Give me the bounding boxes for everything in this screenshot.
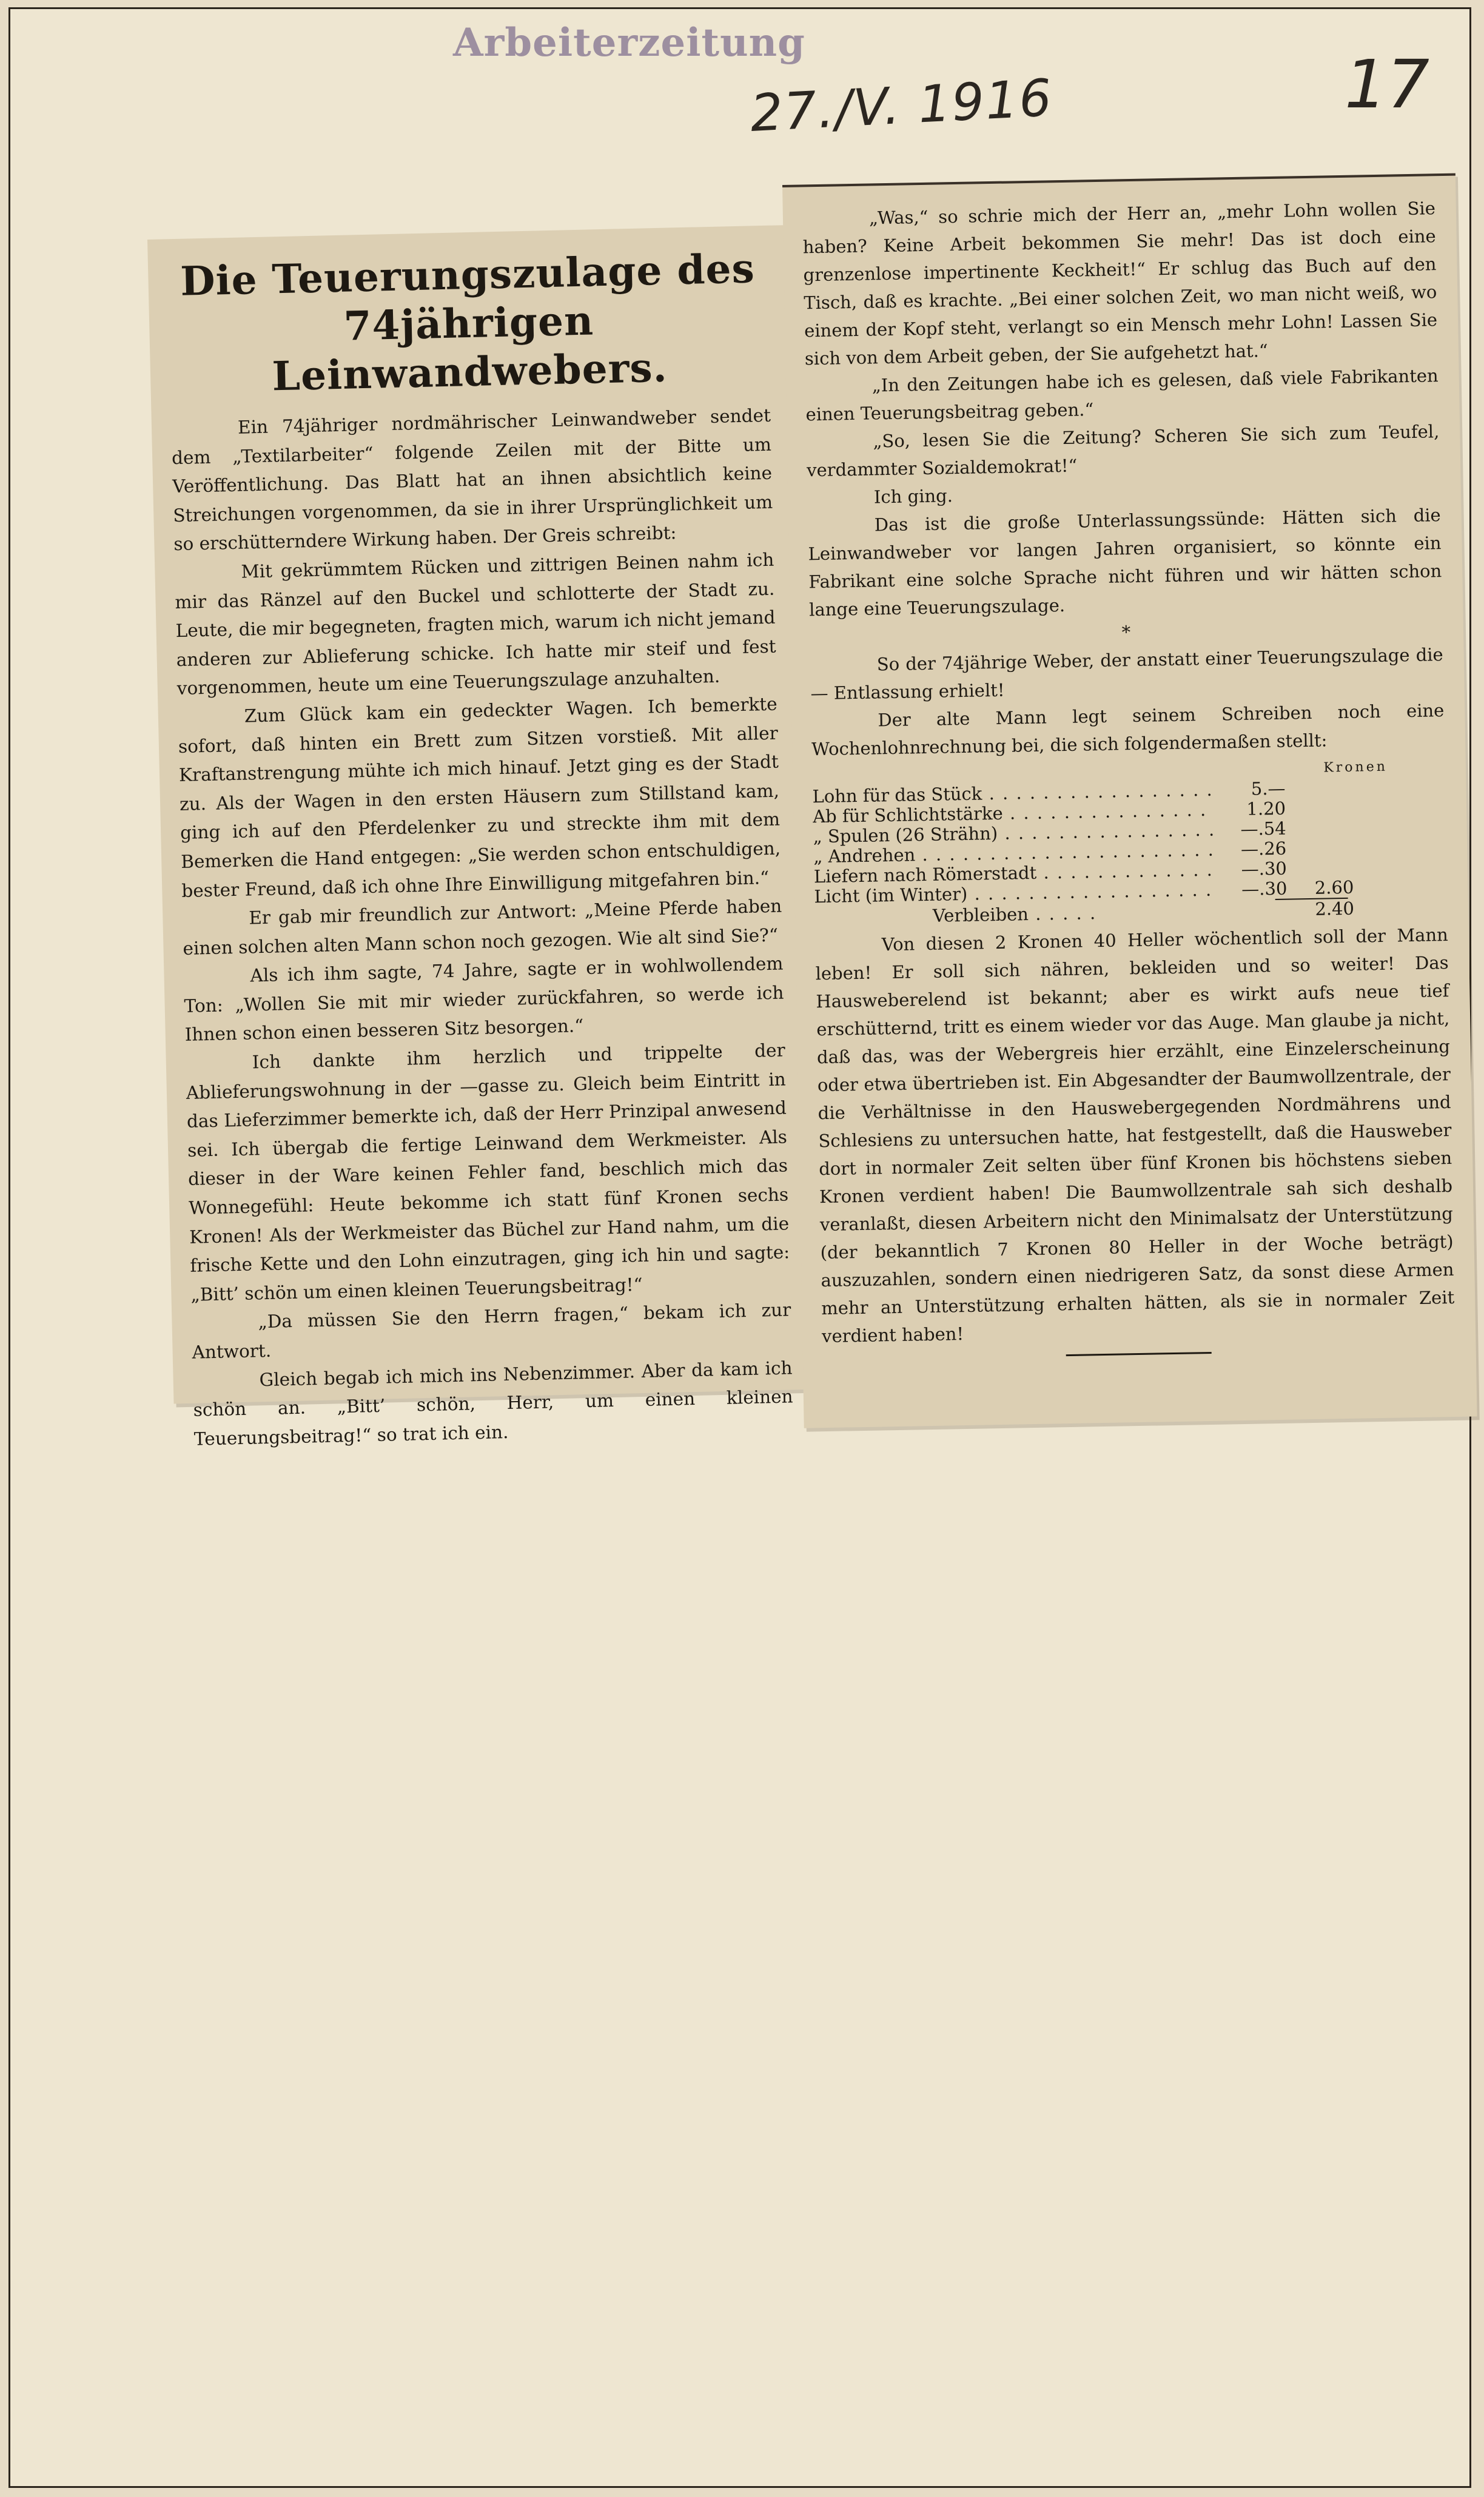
wage-row-amount: —.30 bbox=[1241, 858, 1288, 879]
article-headline: Die Teuerungszulage des 74jährigen Leinwandwebers. bbox=[180, 244, 756, 400]
wage-table bbox=[812, 756, 1448, 928]
wage-row-amount: —.30 bbox=[1241, 878, 1288, 899]
article-paragraph: Ich dankte ihm herzlich und trippelte der Ablieferungswohnung in der —gasse zu. Gleich beim Eintritt in das Lieferzimmer bemerkte ich, daß der Herr Prinzipal anwesend sei. Ich übergab die fertige Leinwand dem Werkmeister. Als dieser in der Ware keinen Fehler fand, beschlich mich das Wonnegefühl: Heute bekomme ich statt fünf Kronen sechs Kronen! Als der Werkmeister das Büchel zur Hand nahm, um die frische Kette und den Lohn einzutragen, ging ich hin und sagte: „Bitt’ schön um einen kleinen Teuerungsbeitrag!“ bbox=[186, 1040, 790, 1305]
wage-row-amount: —.54 bbox=[1240, 818, 1286, 839]
wage-row-label: Lohn für das Stück . . . bbox=[812, 780, 1212, 807]
wage-row-label: „ Spulen (26 Strähn) . . . bbox=[813, 820, 1213, 847]
wage-row-subtotal bbox=[1287, 873, 1354, 875]
article-paragraph: Ich ging. bbox=[873, 485, 953, 508]
wage-row-amount: 1.20 bbox=[1246, 798, 1286, 819]
article-paragraph: Ein 74jähriger nordmährischer Leinwandweber sendet dem „Textilarbeiter“ folgende Zeilen mit der Bitte um Veröffentlichung. Das Blatt hat an ihnen absichtlich keine Streichungen vorgenommen, da sie in ihrer Ursprünglichkeit um so erschütterndere Wirkung haben. Der Greis schreibt: bbox=[171, 405, 773, 555]
section-asterisk: * bbox=[1121, 622, 1131, 643]
article-paragraph: Das ist die große Unterlassungssünde: Hätten sich die Leinwandweber vor langen Jahren organisiert, so könnte ein Fabrikant eine solche Sprache nicht führen und wir hätten schon lange eine Teuerungszulage. bbox=[808, 505, 1442, 620]
wage-row-amount: 5.— bbox=[1251, 778, 1286, 799]
wage-row-subtotal bbox=[1286, 853, 1353, 855]
remaining-value: 2.40 bbox=[1315, 898, 1355, 919]
article-paragraph: Als ich ihm sagte, 74 Jahre, sagte er in wohlwollendem Ton: „Wollen Sie mit mir wieder zurückfahren, so werde ich Ihnen schon einen besseren Sitz besorgen.“ bbox=[184, 953, 784, 1046]
remaining-label: Verbleiben . . . bbox=[814, 901, 1215, 929]
wage-row-amount: —.26 bbox=[1240, 838, 1287, 859]
article-paragraph: So der 74jährige Weber, der anstatt einer Teuerungszulage die — Entlassung erhielt! bbox=[810, 644, 1443, 704]
wage-row-subtotal bbox=[1286, 793, 1352, 795]
article-paragraph: „In den Zeitungen habe ich es gelesen, daß viele Fabrikanten einen Teuerungsbeitrag geben.“ bbox=[805, 365, 1439, 425]
clipping-left bbox=[147, 225, 813, 1450]
article-paragraph: Der alte Mann legt seinem Schreiben noch eine Wochenlohnrechnung bei, die sich folgendermaßen stellt: bbox=[811, 700, 1445, 760]
article-end-rule bbox=[1066, 1352, 1212, 1356]
wage-row-subtotal: 2.60 bbox=[1314, 876, 1354, 898]
article-paragraph: Zum Glück kam ein gedeckter Wagen. Ich bemerkte sofort, daß hinten ein Brett zum Sitzen vorstieß. Mit aller Kraftanstrengung mühte ich mich hinauf. Jetzt ging es der Stadt zu. Als der Wagen in den ersten Häusern zum Stillstand kam, ging ich auf den Pferdelenker zu und streckte ihm mit dem Bemerken die Hand entgegen: „Sie werden schon entschuldigen, bester Freund, daß ich ohne Ihre Einwilligung mitgefahren bin.“ bbox=[178, 693, 781, 901]
handwritten-date: 27./V. 1916 bbox=[748, 68, 1055, 143]
article-paragraph: Gleich begab ich mich ins Nebenzimmer. Aber da kam ich schön an. „Bitt’ schön, Herr, um einen kleinen Teuerungsbeitrag!“ so trat ich ein. bbox=[193, 1357, 793, 1450]
article-paragraph: Mit gekrümmtem Rücken und zittrigen Beinen nahm ich mir das Ränzel auf den Buckel und schlotterte der Stadt zu. Leute, die mir begegneten, fragten mich, warum ich nicht jemand anderen zur Ablieferung schicke. Ich hatte mir steif und fest vorgenommen, heute um eine Teuerungszulage anzuhalten. bbox=[175, 549, 776, 699]
wage-row-label: Ab für Schlichtstärke . . . bbox=[813, 800, 1213, 827]
handwritten-page-number: 17 bbox=[1345, 45, 1429, 123]
newspaper-stamp: Arbeiterzeitung bbox=[453, 20, 805, 66]
wage-row-label: Licht (im Winter) . . . bbox=[814, 880, 1214, 907]
article-paragraph: „So, lesen Sie die Zeitung? Scheren Sie sich zum Teufel, verdammter Sozialdemokrat!“ bbox=[806, 421, 1440, 481]
wage-row-subtotal bbox=[1286, 833, 1353, 835]
wage-row-subtotal bbox=[1286, 813, 1352, 815]
article-paragraph: Er gab mir freundlich zur Antwort: „Meine Pferde haben einen solchen alten Mann schon noch gezogen. Wie alt sind Sie?“ bbox=[183, 895, 782, 959]
article-paragraph: Von diesen 2 Kronen 40 Heller wöchentlich soll der Mann leben! Er soll sich nähren, bekleiden und so weiter! Das Hausweberelend ist bekannt; aber es wirkt aufs neue tief erschütternd, tritt es einem wieder vor das Auge. Man glaube ja nicht, daß das, was der Webergreis hier erzählt, eine Einzelerscheinung oder etwa übertrieben ist. Ein Abgesandter der Baumwollzentrale, der die Verhältnisse in den Hauswebergegenden Nordmährens und Schlesiens zu untersuchen hatte, hat festgestellt, daß die Hausweber dort in normaler Zeit selten über fünf Kronen bis höchstens sieben Kronen verdient haben! Die Baumwollzentrale sah sich deshalb veranlaßt, diesen Arbeitern nicht den Minimalsatz der Unterstützung (der bekanntlich 7 Kronen 80 Heller in der Woche beträgt) auszuzahlen, sondern einen niedrigeren Satz, da sonst diese Armen mehr an Unterstützung erhalten hätten, als sie in normaler Zeit verdient haben! bbox=[815, 924, 1455, 1347]
wage-row-label: „ Andrehen . . . bbox=[813, 840, 1214, 867]
wage-row-label: Liefern nach Römerstadt . . . bbox=[814, 860, 1214, 887]
wage-table-currency-header: Kronen bbox=[1323, 759, 1388, 776]
article-paragraph: „Was,“ so schrie mich der Herr an, „mehr Lohn wollen Sie haben? Keine Arbeit bekommen Sie mehr! Das ist doch eine grenzenlose impertinente Keckheit!“ Er schlug das Buch auf den Tisch, daß es krachte. „Bei einer solchen Zeit, wo man nicht weiß, wo einem der Kopf steht, verlangt so ein Mensch mehr Lohn! Lassen Sie sich von dem Arbeit geben, der Sie aufgehetzt hat.“ bbox=[802, 198, 1438, 369]
article-paragraph: „Da müssen Sie den Herrn fragen,“ bekam ich zur Antwort. bbox=[192, 1299, 791, 1363]
clipping-right bbox=[782, 173, 1477, 1428]
